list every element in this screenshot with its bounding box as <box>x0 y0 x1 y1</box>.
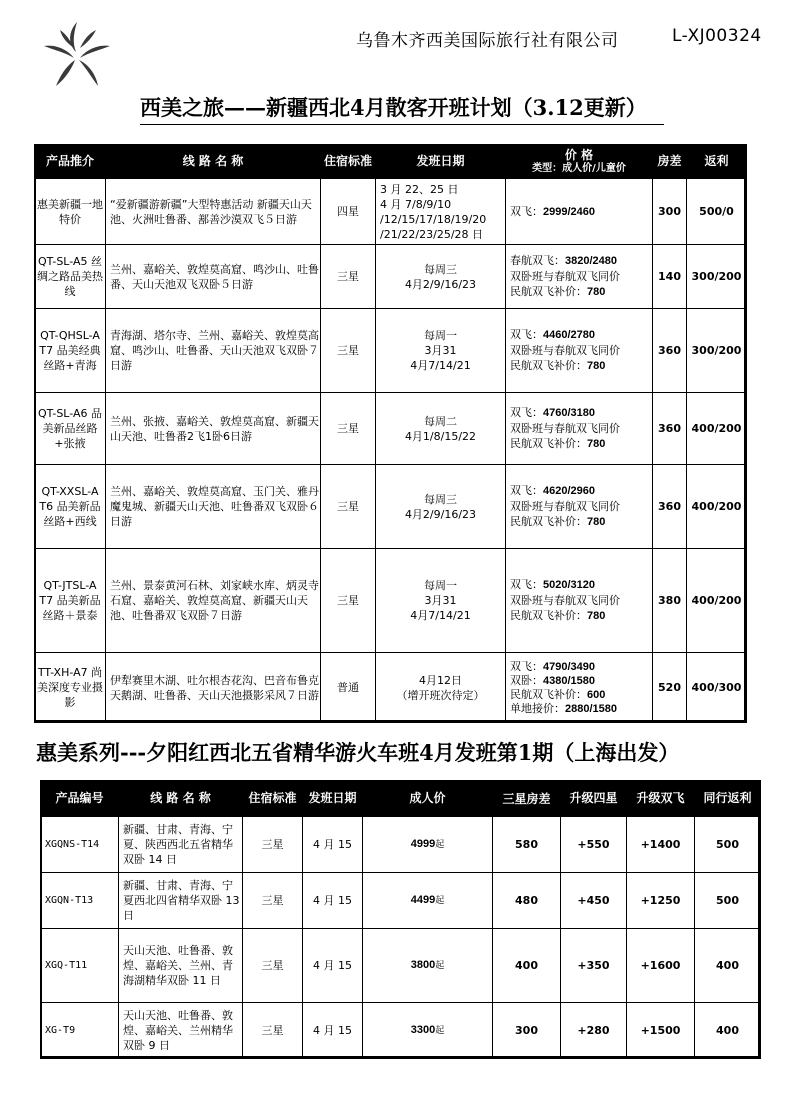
three-star-cell: 400 <box>493 929 561 1003</box>
price-suffix: 起 <box>435 896 445 906</box>
route-cell: 新疆、甘肃、青海、宁夏西北四省精华双卧 13 日 <box>119 873 243 929</box>
upgrade4-cell: +550 <box>561 817 627 873</box>
schedule-table <box>34 144 747 723</box>
price-label: 双卧班与春航双飞同价 <box>510 594 620 607</box>
hotel-cell: 三星 <box>321 393 376 465</box>
price-value: 780 <box>587 286 606 298</box>
col-adult: 成人价 <box>363 781 493 817</box>
col-rebate: 同行返利 <box>695 781 761 817</box>
company-logo-icon <box>38 16 116 94</box>
price-label: 民航双飞补价： <box>510 437 587 450</box>
dates-cell <box>376 549 506 653</box>
price-cell <box>506 245 653 309</box>
price-value: 780 <box>587 360 606 372</box>
upgrade-fly-cell: +1250 <box>627 873 695 929</box>
col-room-diff: 房差 <box>653 145 687 179</box>
room-diff-cell: 520 <box>653 653 687 723</box>
date-cell: 4 月 15 <box>303 929 363 1003</box>
price-value: 780 <box>587 516 606 528</box>
date-line: /12/15/17/18/19/20 <box>380 212 487 226</box>
price-suffix: 起 <box>435 961 445 971</box>
col-rebate: 返利 <box>687 145 747 179</box>
route-cell: 青海湖、塔尔寺、兰州、嘉峪关、敦煌莫高窟、鸣沙山、吐鲁番、天山天池双飞双卧７日游 <box>106 309 321 393</box>
date-cell: 4 月 15 <box>303 1003 363 1059</box>
price-label: 双卧班与春航双飞同价 <box>510 344 620 357</box>
price-label: 民航双飞补价： <box>510 359 587 372</box>
page-header <box>0 0 800 90</box>
product-cell: QT-SL-A5 丝绸之路品美热线 <box>35 245 106 309</box>
dates-cell <box>376 179 506 245</box>
price-value: 4380/1580 <box>543 674 595 687</box>
room-diff-cell: 300 <box>653 179 687 245</box>
price-value: 780 <box>587 438 606 450</box>
room-diff-cell: 380 <box>653 549 687 653</box>
price-value: 4760/3180 <box>543 407 595 419</box>
upgrade4-cell: +450 <box>561 873 627 929</box>
room-diff-cell: 360 <box>653 309 687 393</box>
route-cell: 兰州、张掖、嘉峪关、敦煌莫高窟、新疆天山天池、吐鲁番2飞1卧6日游 <box>106 393 321 465</box>
adult-cell <box>363 929 493 1003</box>
adult-price: 3800 <box>410 959 436 971</box>
col-price <box>506 145 653 179</box>
hotel-cell: 三星 <box>243 929 303 1003</box>
date-cell: 4 月 15 <box>303 873 363 929</box>
hotel-cell: 三星 <box>243 817 303 873</box>
upgrade-fly-cell: +1400 <box>627 817 695 873</box>
price-value: 2880/1580 <box>565 702 617 715</box>
price-label: 双飞： <box>510 204 543 218</box>
date-line: 4月7/14/21 <box>410 609 471 622</box>
price-label: 双飞： <box>510 406 543 419</box>
rebate-cell: 400/200 <box>687 465 747 549</box>
route-cell: 兰州、嘉峪关、敦煌莫高窟、玉门关、雅丹魔鬼城、新疆天山天池、吐鲁番双飞双卧６日游 <box>106 465 321 549</box>
table-header-row <box>41 781 761 817</box>
adult-cell <box>363 1003 493 1059</box>
price-value: 5020/3120 <box>543 579 595 591</box>
date-line: 4月2/9/16/23 <box>404 507 477 521</box>
table-row <box>35 549 747 653</box>
date-line: /21/22/23/25/28 日 <box>380 227 484 241</box>
date-line: 每周三 <box>424 262 457 276</box>
rebate-cell: 400/200 <box>687 549 747 653</box>
price-suffix: 起 <box>435 1026 445 1036</box>
route-cell: 兰州、景泰黄河石林、刘家峡水库、炳灵寺石窟、嘉峪关、敦煌莫高窟、新疆天山天池、吐鲁番双飞双卧７日游 <box>106 549 321 653</box>
code-cell: XG-T9 <box>41 1003 119 1059</box>
date-line: 3月31 <box>424 344 457 357</box>
section1-title-underline <box>140 124 664 125</box>
hotel-cell: 三星 <box>321 309 376 393</box>
table-row <box>41 873 761 929</box>
hotel-cell: 三星 <box>321 549 376 653</box>
col-code: 产品编号 <box>41 781 119 817</box>
price-label: 单地接价： <box>510 701 565 715</box>
price-value: 4620/2960 <box>543 485 595 497</box>
table-row <box>35 179 747 245</box>
price-label: 双卧： <box>510 673 543 687</box>
dates-cell <box>376 465 506 549</box>
route-cell: 新疆、甘肃、青海、宁夏、陕西西北五省精华双卧 14 日 <box>119 817 243 873</box>
col-hotel: 住宿标准 <box>243 781 303 817</box>
hotel-cell: 三星 <box>321 465 376 549</box>
price-label: 双卧班与春航双飞同价 <box>510 500 620 513</box>
company-name: 乌鲁木齐西美国际旅行社有限公司 <box>356 31 619 51</box>
rebate-cell: 400/300 <box>687 653 747 723</box>
train-schedule-table <box>40 780 761 1059</box>
product-cell: QT-XXSL-A T6 品美新品丝路+西线 <box>35 465 106 549</box>
adult-price: 4499 <box>410 894 436 906</box>
price-cell <box>506 393 653 465</box>
rebate-cell: 500/0 <box>687 179 747 245</box>
price-label: 民航双飞补价： <box>510 609 587 622</box>
date-line: 每周一 <box>424 329 457 342</box>
col-three-star: 三星房差 <box>493 781 561 817</box>
route-cell: 天山天池、吐鲁番、敦煌、嘉峪关、兰州精华双卧 9 日 <box>119 1003 243 1059</box>
hotel-cell: 三星 <box>243 1003 303 1059</box>
product-cell: QT-SL-A6 品美新品丝路+张掖 <box>35 393 106 465</box>
price-suffix: 起 <box>435 840 445 850</box>
date-line: 4月12日 <box>419 673 462 687</box>
three-star-cell: 300 <box>493 1003 561 1059</box>
three-star-cell: 580 <box>493 817 561 873</box>
three-star-cell: 480 <box>493 873 561 929</box>
code-cell: XGQN-T13 <box>41 873 119 929</box>
col-upgrade-fly: 升级双飞 <box>627 781 695 817</box>
table-row <box>41 817 761 873</box>
dates-cell <box>376 309 506 393</box>
price-label: 双飞： <box>510 328 543 341</box>
hotel-cell: 三星 <box>243 873 303 929</box>
room-diff-cell: 360 <box>653 393 687 465</box>
date-cell: 4 月 15 <box>303 817 363 873</box>
table-row <box>35 309 747 393</box>
adult-price: 3300 <box>410 1024 436 1036</box>
col-route: 线 路 名 称 <box>119 781 243 817</box>
price-value: 3820/2480 <box>565 255 617 267</box>
hotel-cell: 三星 <box>321 245 376 309</box>
price-label: 双卧班与春航双飞同价 <box>510 422 620 435</box>
section2-title: 惠美系列---夕阳红西北五省精华游火车班4月发班第1期（上海出发） <box>36 740 680 765</box>
hotel-cell: 四星 <box>321 179 376 245</box>
route-cell: 伊犁赛里木湖、吐尔根杏花沟、巴音布鲁克天鹅湖、吐鲁番、天山天池摄影采风７日游 <box>106 653 321 723</box>
table-row <box>35 393 747 465</box>
price-value: 2999/2460 <box>543 205 595 218</box>
price-value: 4460/2780 <box>543 329 595 341</box>
table-row <box>35 245 747 309</box>
table-header-row <box>35 145 747 179</box>
adult-cell <box>363 873 493 929</box>
rebate-cell: 500 <box>695 817 761 873</box>
price-label: 双飞： <box>510 659 543 673</box>
price-cell <box>506 179 653 245</box>
hotel-cell: 普通 <box>321 653 376 723</box>
date-line: 每周一 <box>424 579 457 592</box>
upgrade4-cell: +280 <box>561 1003 627 1059</box>
col-date: 发班日期 <box>303 781 363 817</box>
price-label: 春航双飞： <box>510 254 565 267</box>
upgrade4-cell: +350 <box>561 929 627 1003</box>
price-label: 民航双飞补价： <box>510 515 587 528</box>
adult-cell <box>363 817 493 873</box>
table-row <box>35 465 747 549</box>
date-line: 每周二 <box>424 414 457 428</box>
date-line: 3月31 <box>424 594 457 607</box>
dates-cell <box>376 393 506 465</box>
date-line: （增开班次待定） <box>396 688 485 702</box>
col-price-label: 价 格 <box>564 147 594 162</box>
product-cell: TT-XH-A7 尚美深度专业摄影 <box>35 653 106 723</box>
price-label: 双飞： <box>510 578 543 591</box>
date-line: 每周三 <box>424 492 457 506</box>
document-code: L-XJ00324 <box>672 26 762 46</box>
section1-title: 西美之旅——新疆西北4月散客开班计划（3.12更新） <box>140 95 647 120</box>
upgrade-fly-cell: +1500 <box>627 1003 695 1059</box>
rebate-cell: 400/200 <box>687 393 747 465</box>
price-label: 民航双飞补价： <box>510 285 587 298</box>
price-cell <box>506 309 653 393</box>
route-cell: 兰州、嘉峪关、敦煌莫高窟、鸣沙山、吐鲁番、天山天池双飞双卧５日游 <box>106 245 321 309</box>
date-line: 3 月 22、25 日 <box>380 182 459 196</box>
product-cell: QT-QHSL-A T7 品美经典丝路+青海 <box>35 309 106 393</box>
upgrade-fly-cell: +1600 <box>627 929 695 1003</box>
price-label: 双飞： <box>510 484 543 497</box>
table-row <box>41 929 761 1003</box>
rebate-cell: 300/200 <box>687 245 747 309</box>
rebate-cell: 400 <box>695 1003 761 1059</box>
date-line: 4月7/14/21 <box>410 359 471 372</box>
price-cell <box>506 653 653 723</box>
col-route: 线 路 名 称 <box>106 145 321 179</box>
dates-cell <box>376 245 506 309</box>
table-row <box>35 653 747 723</box>
route-cell: 天山天池、吐鲁番、敦煌、嘉峪关、兰州、青海湖精华双卧 11 日 <box>119 929 243 1003</box>
col-price-sub: 类型：成人价/儿童价 <box>532 162 626 174</box>
col-dates: 发班日期 <box>376 145 506 179</box>
col-hotel: 住宿标准 <box>321 145 376 179</box>
price-value: 600 <box>587 688 606 701</box>
date-line: 4月2/9/16/23 <box>404 277 477 291</box>
col-upgrade4: 升级四星 <box>561 781 627 817</box>
dates-cell <box>376 653 506 723</box>
rebate-cell: 300/200 <box>687 309 747 393</box>
price-value: 4790/3490 <box>543 660 595 673</box>
adult-price: 4999 <box>410 838 436 850</box>
room-diff-cell: 360 <box>653 465 687 549</box>
route-cell: “爱新疆游新疆”大型特惠活动 新疆天山天池、火洲吐鲁番、鄯善沙漠双飞５日游 <box>106 179 321 245</box>
date-line: 4 月 7/8/9/10 <box>380 197 452 211</box>
price-cell <box>506 465 653 549</box>
table-row <box>41 1003 761 1059</box>
rebate-cell: 500 <box>695 873 761 929</box>
price-value: 780 <box>587 610 606 622</box>
col-product: 产品推介 <box>35 145 106 179</box>
price-cell <box>506 549 653 653</box>
rebate-cell: 400 <box>695 929 761 1003</box>
product-cell: 惠美新疆一地特价 <box>35 179 106 245</box>
code-cell: XGQNS-T14 <box>41 817 119 873</box>
price-label: 双卧班与春航双飞同价 <box>510 270 620 283</box>
date-line: 4月1/8/15/22 <box>404 429 477 443</box>
code-cell: XGQ-T11 <box>41 929 119 1003</box>
product-cell: QT-JTSL-A T7 品美新品丝路＋景泰 <box>35 549 106 653</box>
room-diff-cell: 140 <box>653 245 687 309</box>
price-label: 民航双飞补价： <box>510 687 587 701</box>
